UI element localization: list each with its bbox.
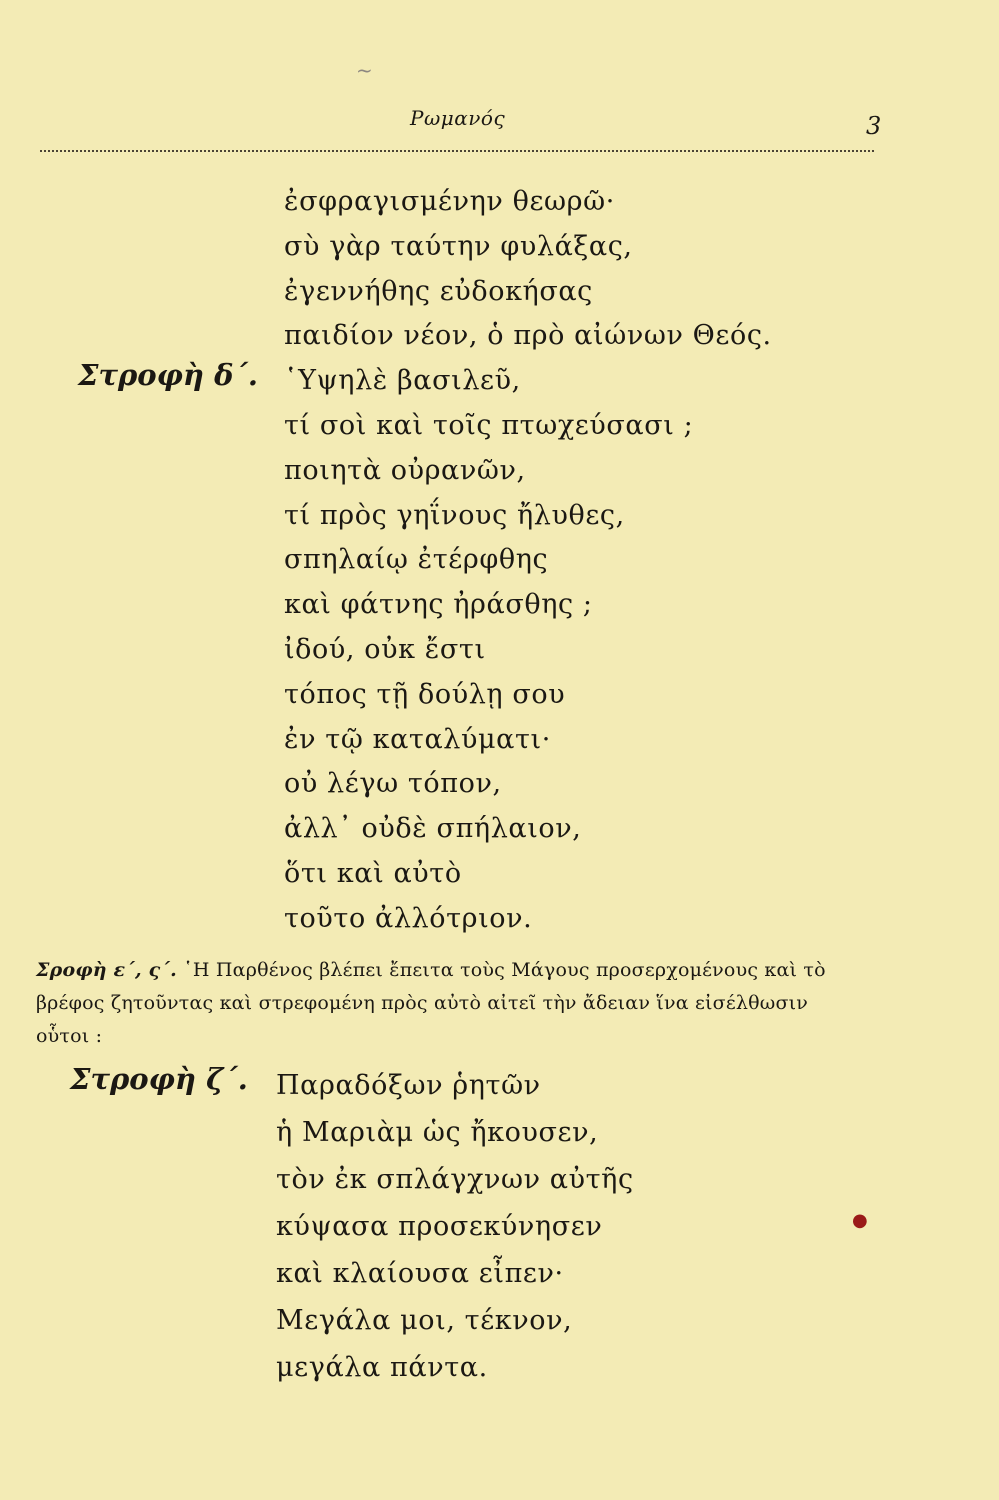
verse-block-1 (284, 180, 772, 942)
verse-line: οὐ λέγω τόπον, (284, 768, 502, 800)
prose-note (36, 954, 866, 1053)
verse-line: ἐγεννήθης εὐδοκήσας (284, 275, 593, 307)
verse-line: ποιητὰ οὐρανῶν, (284, 454, 526, 486)
verse-line: μεγάλα πάντα. (276, 1352, 488, 1383)
verse-line: τοῦτο ἀλλότριον. (284, 902, 533, 934)
verse-line: καὶ κλαίουσα εἶπεν· (276, 1258, 564, 1289)
verse-block-2 (276, 1062, 634, 1391)
verse-line: τόπος τῇ δούλῃ σου (284, 678, 566, 710)
verse-line: κύψασα προσεκύνησεν (276, 1211, 603, 1242)
note-text: ῾Η Παρθένος βλέπει ἔπειτα τοὺς Μάγους προσερχομένους καὶ τὸ βρέφος ζητοῦντας καὶ στρεφομένη πρὸς αὐτὸ αἰτεῖ τὴν ἄδειαν ἵνα εἰσέλθωσιν οὗτοι : (36, 959, 826, 1047)
verse-line: ἡ Μαριὰμ ὡς ἤκουσεν, (276, 1117, 599, 1148)
verse-line: Μεγάλα μοι, τέκνον, (276, 1305, 573, 1336)
verse-line: ἐσφραγισμένην θεωρῶ· (284, 186, 615, 217)
verse-line: σπηλαίῳ ἐτέρφθης (284, 544, 549, 576)
strophe-6-label: Στροφὴ ζ΄. (70, 1062, 248, 1096)
red-ink-mark: ● (852, 1210, 868, 1231)
ink-smudge: ~ (356, 58, 373, 82)
verse-line: Παραδόξων ῥητῶν (276, 1070, 541, 1101)
note-label: Σροφὴ ε΄, ς΄. (36, 959, 177, 981)
verse-line: παιδίον νέον, ὁ πρὸ αἰώνων Θεός. (284, 320, 772, 352)
page-number: 3 (866, 112, 882, 140)
verse-line: καὶ φάτνης ἠράσθης ; (284, 589, 593, 621)
verse-line: τί σοὶ καὶ τοῖς πτωχεύσασι ; (284, 409, 694, 441)
header-rule (40, 150, 874, 152)
verse-line: ὅτι καὶ αὐτὸ (284, 857, 462, 889)
verse-line: τὸν ἐκ σπλάγχνων αὐτῆς (276, 1164, 634, 1195)
verse-line: ῾Υψηλὲ βασιλεῦ, (284, 365, 521, 397)
verse-line: ἐν τῷ καταλύματι· (284, 723, 551, 755)
running-header-title: Ρωμανός (410, 106, 506, 130)
verse-line: τί πρὸς γηΐνους ἤλυθες, (284, 499, 625, 531)
verse-line: ἀλλ᾽ οὐδὲ σπήλαιον, (284, 813, 582, 845)
strophe-4-label: Στροφὴ δ΄. (78, 358, 259, 392)
verse-line: σὺ γὰρ ταύτην φυλάξας, (284, 230, 633, 262)
verse-line: ἰδού, οὐκ ἔστι (284, 633, 486, 665)
